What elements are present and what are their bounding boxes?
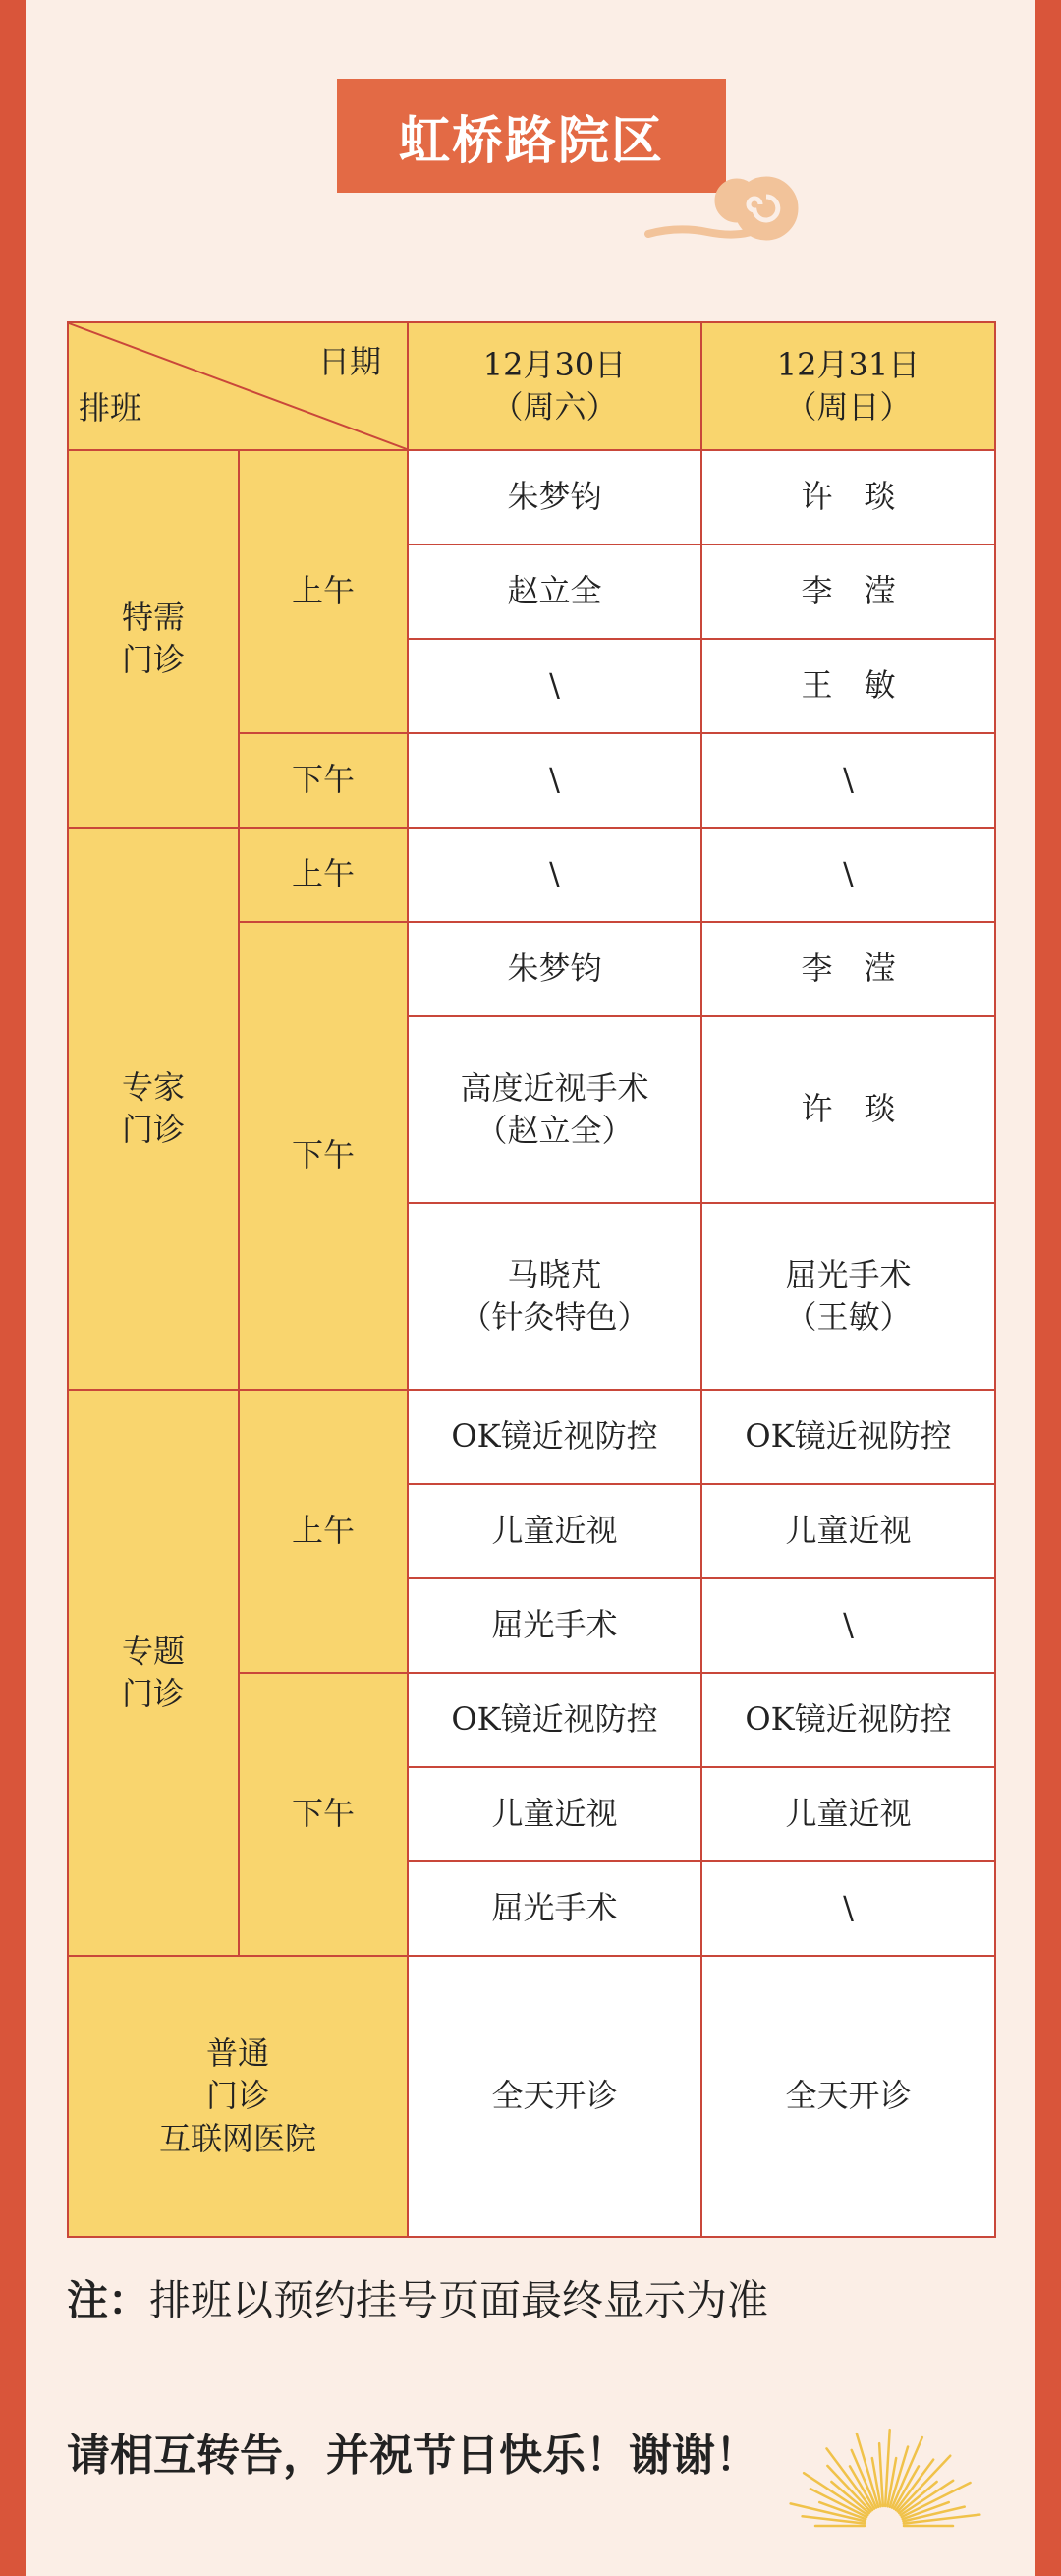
schedule-cell: 王 敏	[701, 639, 995, 733]
section-general	[68, 1956, 408, 2237]
firework-icon	[786, 2428, 982, 2576]
table-row	[68, 1390, 995, 1484]
cell-line: （针灸特色）	[460, 1298, 649, 1336]
section-name-line: 门诊	[205, 2077, 269, 2115]
cloud-decoration-icon	[639, 157, 815, 256]
schedule-cell	[408, 1203, 701, 1390]
shift-am: 上午	[239, 450, 408, 733]
schedule-cell: 李 滢	[701, 922, 995, 1016]
schedule-cell: 屈光手术	[408, 1578, 701, 1673]
campus-title: 虹桥路院区	[337, 79, 726, 193]
firework-ray	[827, 2466, 870, 2512]
schedule-cell: 许 琰	[701, 450, 995, 544]
date-col-2	[701, 322, 995, 450]
schedule-cell: \	[701, 1861, 995, 1956]
section-name-line: 互联网医院	[158, 2119, 316, 2157]
schedule-cell: 儿童近视	[408, 1484, 701, 1578]
section-name-line: 普通	[205, 2034, 269, 2073]
schedule-cell: \	[408, 828, 701, 922]
schedule-cell	[701, 1203, 995, 1390]
schedule-cell: \	[701, 733, 995, 828]
schedule-cell: 全天开诊	[701, 1956, 995, 2237]
cell-line: 马晓芃	[507, 1255, 602, 1293]
note-label: 注：	[67, 2276, 150, 2324]
schedule-cell: OK镜近视防控	[408, 1390, 701, 1484]
section-name-line: 门诊	[121, 1111, 185, 1148]
schedule-cell: 朱梦钧	[408, 922, 701, 1016]
header-row	[68, 322, 995, 450]
shift-pm: 下午	[239, 1673, 408, 1956]
schedule-cell: 儿童近视	[701, 1484, 995, 1578]
date-col-1	[408, 322, 701, 450]
shift-header-label: 排班	[79, 388, 142, 427]
schedule-cell: 儿童近视	[408, 1767, 701, 1861]
schedule-cell: 李 滢	[701, 544, 995, 639]
schedule-cell	[408, 1016, 701, 1203]
schedule-cell: OK镜近视防控	[701, 1390, 995, 1484]
table-row	[68, 828, 995, 922]
schedule-cell: \	[701, 1578, 995, 1673]
schedule-cell: 许 琰	[701, 1016, 995, 1203]
cell-line: （王敏）	[785, 1298, 912, 1336]
shift-am: 上午	[239, 1390, 408, 1673]
section-topic	[68, 1390, 239, 1956]
schedule-cell: 赵立全	[408, 544, 701, 639]
cell-line: 屈光手术	[785, 1255, 912, 1293]
shift-pm: 下午	[239, 733, 408, 828]
note-text: 排班以预约挂号页面最终显示为准	[149, 2276, 769, 2324]
schedule-cell: OK镜近视防控	[701, 1673, 995, 1767]
schedule-cell: 朱梦钧	[408, 450, 701, 544]
section-name-line: 专题	[121, 1631, 185, 1670]
schedule-table	[67, 321, 996, 2238]
cell-line: （赵立全）	[475, 1112, 634, 1149]
schedule-cell: 屈光手术	[408, 1861, 701, 1956]
schedule-cell: \	[408, 733, 701, 828]
firework-ray	[898, 2456, 951, 2512]
cell-line: 高度近视手术	[460, 1068, 649, 1107]
date-1: 12月30日	[482, 345, 627, 383]
date-header-label: 日期	[317, 343, 381, 380]
weekday-2: （周日）	[785, 388, 912, 426]
schedule-cell: OK镜近视防控	[408, 1673, 701, 1767]
header-corner	[68, 322, 408, 450]
section-name-line: 门诊	[121, 641, 185, 678]
weekday-1: （周六）	[491, 388, 618, 426]
schedule-note	[67, 2268, 768, 2327]
section-name-line: 专家	[121, 1067, 185, 1106]
schedule-cell: 全天开诊	[408, 1956, 701, 2237]
shift-am: 上午	[239, 828, 408, 922]
section-special	[68, 450, 239, 828]
left-border	[0, 0, 26, 2576]
section-name-line: 门诊	[121, 1675, 185, 1712]
holiday-blessing: 请相互转告，并祝节日快乐！谢谢！	[67, 2431, 758, 2481]
schedule-cell: 儿童近视	[701, 1767, 995, 1861]
right-border	[1035, 0, 1061, 2576]
section-name-line: 特需	[121, 598, 185, 636]
schedule-cell: \	[701, 828, 995, 922]
schedule-cell: \	[408, 639, 701, 733]
section-expert	[68, 828, 239, 1390]
shift-pm: 下午	[239, 922, 408, 1390]
table-row	[68, 450, 995, 544]
date-2: 12月31日	[776, 345, 921, 383]
table-row	[68, 1956, 995, 2237]
